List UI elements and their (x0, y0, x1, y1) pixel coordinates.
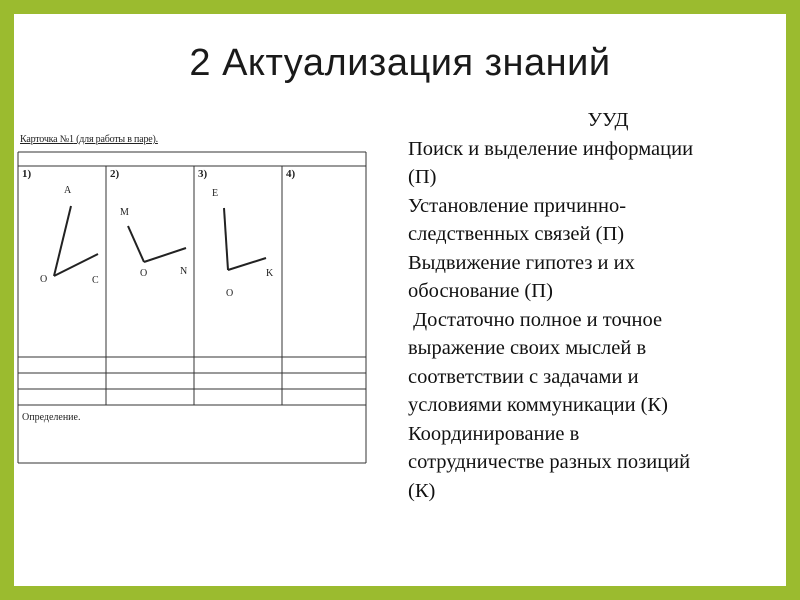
uud-line: (П) (408, 166, 437, 188)
angle-3-ray-oe (224, 208, 228, 270)
point-a-label: A (64, 185, 72, 196)
uud-block (408, 106, 788, 505)
uud-heading: УУД (587, 109, 629, 131)
uud-line: сотрудничестве разных позиций (408, 451, 691, 473)
point-c-label: C (92, 275, 99, 286)
uud-line: (К) (408, 479, 436, 502)
point-o3-label: O (226, 288, 234, 299)
point-o2-label: O (140, 268, 148, 279)
angle-1-ray-oc (54, 254, 98, 276)
uud-line: выражение своих мыслей в (408, 337, 647, 359)
angle-1-ray-oa (54, 206, 71, 276)
angle-3-ray-on (144, 248, 186, 262)
point-m-label: M (120, 207, 129, 218)
uud-line: Установление причинно- (408, 194, 627, 217)
cell-number-2: 2) (110, 168, 120, 180)
definition-label: Определение. (22, 412, 81, 423)
uud-line: Координирование в (408, 422, 580, 445)
uud-line: Достаточно полное и точное (408, 308, 663, 331)
cell-number-4: 4) (286, 168, 296, 180)
uud-line: Выдвижение гипотез и их (408, 251, 635, 274)
uud-list (408, 135, 788, 506)
cell-number-3: 3) (198, 168, 208, 180)
point-o1-label: O (40, 274, 48, 285)
point-n-label: N (180, 266, 188, 277)
point-k-label: K (266, 268, 274, 279)
uud-line: условиями коммуникации (К) (408, 394, 669, 416)
cell-number-1: 1) (22, 168, 32, 180)
point-e-label: E (212, 188, 219, 199)
card-caption-note: (для работы в паре). (73, 134, 158, 145)
angle-3-ray-ok (228, 258, 266, 270)
uud-line: Поиск и выделение информации (408, 137, 694, 160)
worksheet-card (16, 130, 368, 465)
uud-line: обоснование (П) (408, 280, 553, 302)
uud-line: соответствии с задачами и (408, 365, 639, 388)
angle-2-ray-om (128, 226, 144, 262)
card-caption (20, 134, 158, 145)
slide-title: 2 Актуализация знаний (189, 42, 611, 84)
uud-line: следственных связей (П) (408, 223, 625, 245)
card-caption-title: Карточка №1 (20, 134, 74, 145)
